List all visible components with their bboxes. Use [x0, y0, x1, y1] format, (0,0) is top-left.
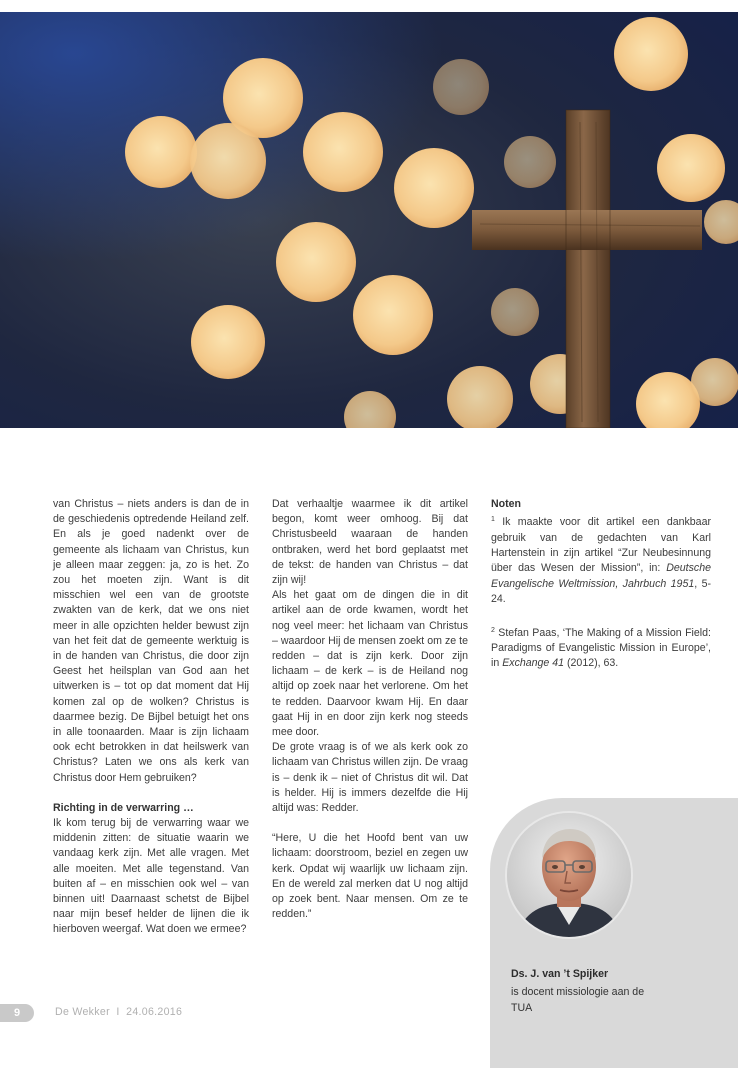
hero-image — [0, 12, 738, 428]
column2-paragraph-3: De grote vraag is of we als kerk ook zo lichaam van Christus willen zijn. De vraag is – denk ik – niet of Christus dit wil. Dat is helder. Hij is immers dezelfde die Hij altijd was: Redder. — [272, 741, 468, 815]
footnote-1 — [491, 512, 711, 607]
footnote-2-year: (2012), 63. — [564, 657, 619, 670]
column1-paragraph-2: Ik kom terug bij de verwarring waar we middenin zitten: de situatie waarin we vandaag kerk zijn. Met alle vragen. Met alle moeiten. Met alle tegenstand. Van buiten af – en misschien ook wel – van binnen uit! Daarnaast schetst de Bijbel naar mijn besef helder de lijnen die ik hierboven weergaf. Wat doen we ermee? — [53, 817, 249, 936]
footer-separator: I — [116, 1006, 120, 1018]
publication-date: 24.06.2016 — [126, 1006, 183, 1018]
cross-bokeh-photo-icon — [0, 12, 738, 428]
article-column-1 — [53, 497, 249, 938]
page-number: 9 — [0, 1004, 34, 1022]
footnote-1-source: Deutsche Evangelische Weltmission, Jahrbuch 1951 — [491, 562, 711, 590]
footnote-2-number: 2 — [491, 626, 495, 634]
footnote-2-text: Stefan Paas, ‘The Making of a Mission Field: Paradigms of Evangelistic Mission in Europe’, in — [491, 626, 711, 670]
column1-paragraph-1: van Christus – niets anders is dan de in de geschiedenis optredende Heiland zelf. En als je goed nadenkt over de gemeente als lichaam van Christus, kun je alleen maar zeggen: ja, zo is het. Zo zou het moeten zijn. Want is dit misschien wel een van de grootste zwakten van de kerk, dat we ons niet meer in alle opzichten helder bewust zijn van het feit dat de gemeente werktuig is in de handen van Christus, die door zijn Geest het heilsplan van God aan het uitwerken is – tot op dat moment dat Hij komen zal op de wolken? Christus is daarmee bezig. De Bijbel betuigt het ons in alle toonaarden. Maar is zijn lichaam ook echt betrokken in dat heilswerk van Christus? Laten we ons als kerk van Christus door Hem gebruiken? — [53, 498, 249, 784]
author-portrait-icon — [505, 811, 633, 939]
footer-publication — [55, 1006, 182, 1018]
publication-name: De Wekker — [55, 1006, 110, 1018]
article-column-2 — [272, 497, 468, 922]
author-role: is docent missiologie aan de TUA — [511, 986, 645, 1014]
notes-column — [491, 497, 711, 672]
notes-heading: Noten — [491, 498, 522, 510]
prayer-quote: “Here, U die het Hoofd bent van uw lichaam: doorstroom, beziel en zegen uw kerk. Opdat wij waarlijk uw lichaam zijn. En de wereld zal merken dat U nog altijd op zoek bent. Naar mensen. Om ze te redden.” — [272, 832, 468, 921]
footnote-2 — [491, 623, 711, 672]
footnote-1-text: Ik maakte voor dit artikel een dankbaar gebruik van de gedachten van Karl Hartenstein in zijn artikel “Zur Neubesinnung über das Wesen der Mission”, in: — [491, 516, 711, 575]
footnote-1-pages: , 5-24. — [491, 577, 712, 606]
column2-paragraph-1: Dat verhaaltje waarmee ik dit artikel begon, komt weer omhoog. Bij dat Christusbeeld waaraan de handen ontbraken, werd het bord geplaatst met de tekst: de handen van Christus – dat zijn wij! — [272, 498, 468, 587]
footnote-1-number: 1 — [491, 516, 495, 524]
column2-paragraph-2: Als het gaat om de dingen die in dit artikel aan de orde kwamen, wordt het nog veel meer: het lichaam van Christus – waardoor Hij de mensen zoekt om ze te redden – dat is zijn kerk. Door zijn lichaam – de kerk – is de Heiland nog altijd op zoek naar het verlorene. Om het te redden. Daarvoor kwam Hij. En daar gaat Hij in en door zijn kerk nog steeds mee door. — [272, 589, 468, 739]
footnote-2-source: Exchange 41 — [502, 657, 565, 670]
author-name: Ds. J. van ’t Spijker — [511, 968, 609, 980]
section-heading: Richting in de verwarring … — [53, 801, 194, 814]
